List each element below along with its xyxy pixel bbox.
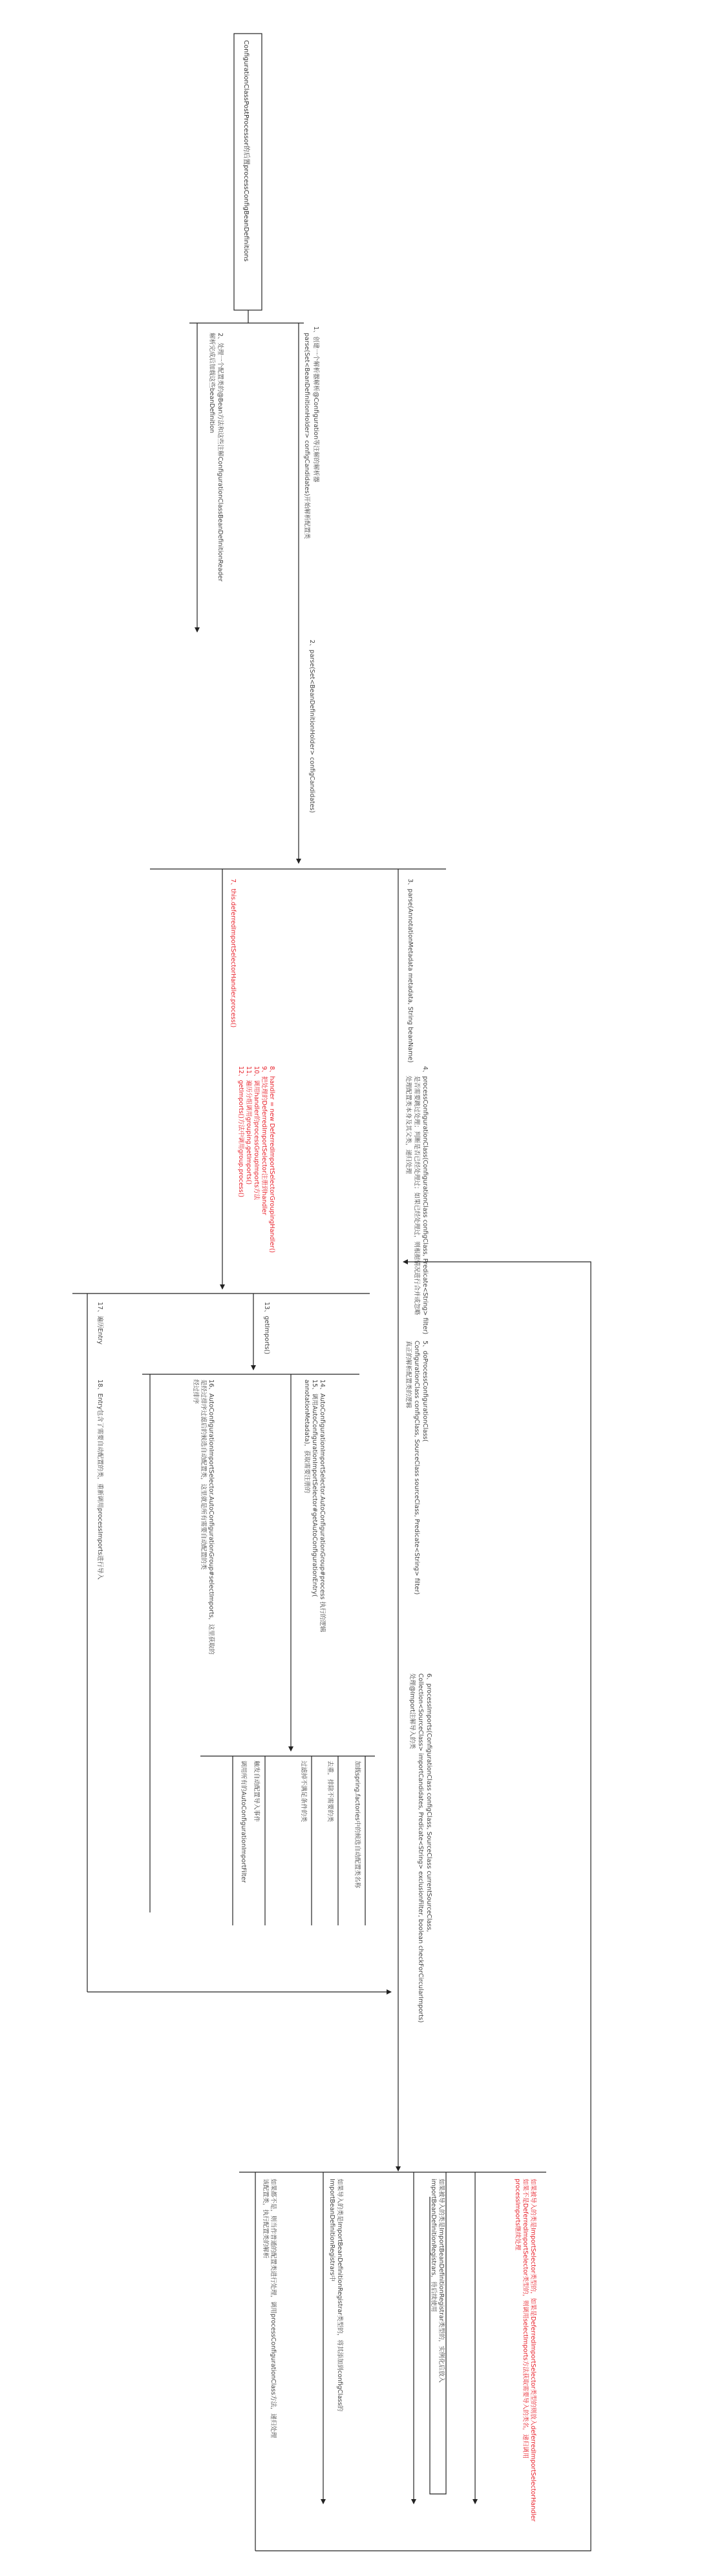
case-1c: processImports继续处理 [514, 2179, 521, 2250]
step-5b: ConfigurationClass configClass, SourceClass sourceClass, Predicate<String> filter) [413, 1341, 420, 1595]
step-5: 5、doProcessConfigurationClass( [421, 1341, 429, 1442]
step-6: 6、processImports(ConfigurationClass configClass, SourceClass currentSourceClass, [425, 1673, 432, 1932]
case-3: 如果导入的类是ImportBeanDefinitionRegistrar类型的，将其添加到configClass的 [336, 2179, 343, 2412]
case-4b: 该配置类，执行配置类的解析 [262, 2179, 269, 2259]
detail-2: 去重，排除不需要的类 [326, 1761, 334, 1823]
step-5c: 真正的解析配置类的逻辑 [405, 1341, 412, 1408]
step-4: 4、processConfigurationClass(ConfigurationClass configClass, Predicate<String> filter) [421, 1066, 429, 1335]
detail-3: 过滤掉不满足条件的类 [300, 1761, 307, 1823]
step-17: 17、遍历Entry [96, 1302, 103, 1345]
case-2b: importBeanDefinitionRegistrars，待后续使用 [430, 2179, 437, 2312]
step-7: 7、this.deferredImportSelectorHandler.process() [229, 879, 237, 1028]
detail-5: 调用所有的AutoConfigurationImportFilter [240, 1761, 247, 1883]
step-2b: 2、处理一个配置类的@Bean方法和这些注解ConfigurationClassBeanDefinitionReader [217, 333, 224, 581]
step-16c: 经过排序 [192, 1379, 199, 1405]
step-10: 10、调用handler的processGroupImports方法 [253, 1066, 260, 1200]
step-14: 14、AutoConfigurationImportSelector.AutoConfigurationGroup#process 执行的逻辑 [319, 1379, 326, 1633]
step-15b: annotationMetadata)，获取需要注册的 [303, 1379, 310, 1494]
detail-1: 加载spring.factories中的候选自动配置类名称 [354, 1761, 361, 1889]
step-11: 11、遍历分组调用grouping.getImports() [245, 1066, 252, 1185]
step-2: 2、parse(Set<BeanDefinitionHolder> configCandidates) [308, 640, 315, 813]
case-1b: 如果不是DeferredImportSelector类型的，则调用selectImports方法获取需要导入的类名，递归调用 [522, 2179, 529, 2459]
step-1b: parse(Set<BeanDefinitionHolder> configCandidates)开始解析配置类 [303, 333, 310, 539]
step-4c: 处理配置类本身及其父类，递归处理 [405, 1076, 412, 1175]
step-12: 12、getImports()方法中调用group.process() [237, 1066, 244, 1198]
step-16: 16、AutoConfigurationImportSelector.AutoConfigurationGroup#selectImports，这里获取的 [207, 1379, 215, 1655]
diagram-title: ConfigurationClassPostProcessor的后置processConfigBeanDefinitions [242, 40, 250, 262]
step-6b: Collection<SourceClass> importCandidates, Predicate<String> exclusionFilter, boolean checkForCircularImports) [417, 1673, 424, 2023]
step-8: 8、handler = new DeferredImportSelectorGroupingHandler() [268, 1066, 275, 1253]
step-6c: 处理@Import注解导入的类 [409, 1673, 416, 1750]
case-3b: ImportBeanDefinitionRegistrars中 [328, 2179, 335, 2282]
step-3: 3、parse(AnnotationMetadata metadata, String beanName) [407, 879, 414, 1063]
step-13: 13、getImports() [263, 1302, 270, 1355]
case-2: 如果被导入的类是ImportBeanDefinitionRegistrar类型的，实例化后放入 [438, 2179, 445, 2383]
step-16b: 是经过排序过滤后的候选自动配置类，这里就是所有需要自动配置的类 [200, 1379, 207, 1570]
detail-4: 触发自动配置导入事件 [253, 1761, 260, 1823]
case-1: 如果被导入的类是ImportSelector类型的，如果是DeferredImportSelector类型的则放入deferredImportSelectorHandler [529, 2179, 537, 2522]
step-2c: 解析完成后加载这些beanDefinition [208, 333, 215, 434]
step-9: 9、把处理的DeferredImportSelector注册到handler [261, 1066, 268, 1215]
step-1: 1、创建一个解析器解析@Configuration等注解的解析器 [312, 326, 319, 483]
step-18: 18、Entry包含了需要自动配置的类，重新调用processImports进行导入 [96, 1379, 103, 1580]
step-15: 15、调用AutoConfigurationImportSelector#getAutoConfigurationEntry( [311, 1379, 318, 1597]
step-4b: 是否需要跳过处理；判断是否已经处理过；如果已经处理过，则根据情况进行合并或忽略 [413, 1076, 420, 1315]
case-4: 如果都不是，则当作普通的配置类进行处理，调用processConfigurationClass方法，递归处理 [270, 2179, 277, 2438]
